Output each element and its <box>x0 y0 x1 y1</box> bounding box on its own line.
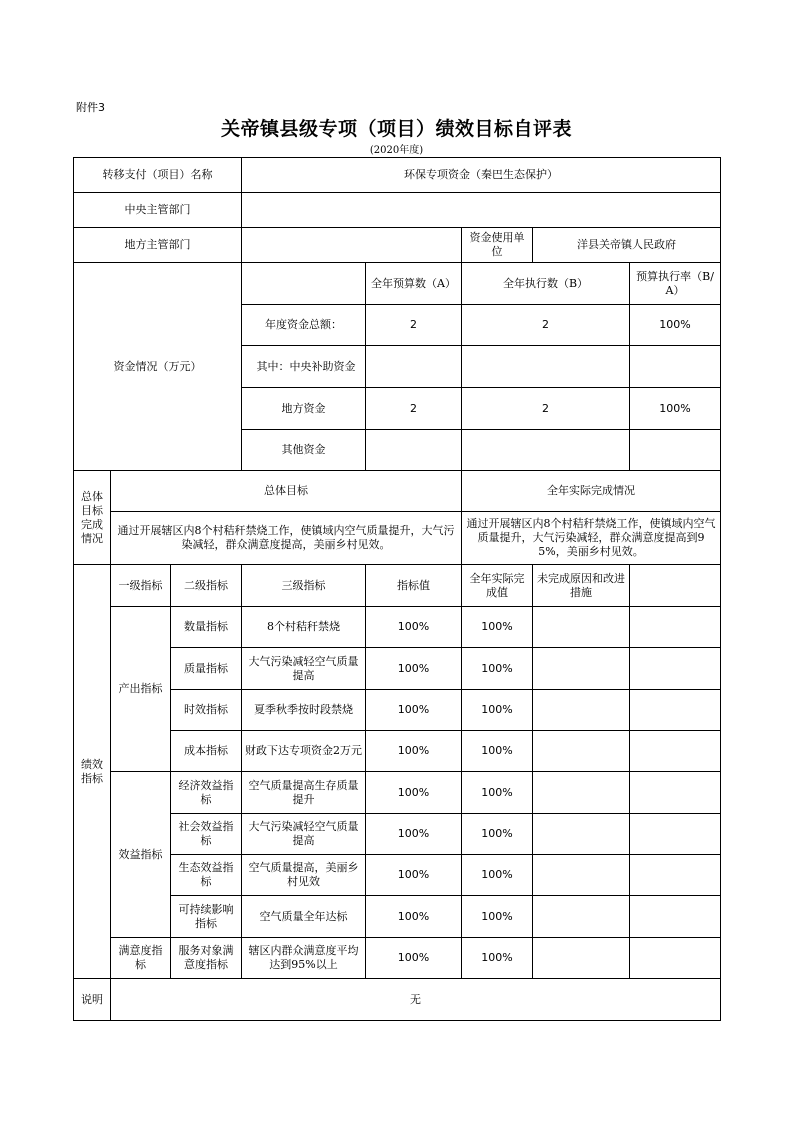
perf-extra <box>630 855 721 896</box>
perf-extra <box>630 648 721 690</box>
goals-actual-text: 通过开展辖区内8个村秸秆禁烧工作，使镇域内空气质量提升，大气污染减轻，群众满意度提高到95%，美丽乡村见效。 <box>462 512 721 565</box>
table-row <box>74 193 721 228</box>
notes-label: 说明 <box>74 979 111 1021</box>
funds-row-budget: 2 <box>366 388 462 430</box>
funds-row-budget: 2 <box>366 305 462 346</box>
table-row <box>74 772 721 814</box>
funds-row-budget <box>366 346 462 388</box>
perf-target: 100% <box>366 772 462 814</box>
perf-level3: 大气污染减轻空气质量提高 <box>242 814 366 855</box>
perf-group-satisfaction: 满意度指标 <box>111 938 171 979</box>
perf-level3: 大气污染减轻空气质量提高 <box>242 648 366 690</box>
perf-reason <box>533 896 630 938</box>
perf-col-actual: 全年实际完成值 <box>462 565 533 607</box>
perf-col-level1: 一级指标 <box>111 565 171 607</box>
table-row <box>74 690 721 731</box>
perf-level3: 8个村秸秆禁烧 <box>242 607 366 648</box>
local-dept-value <box>242 228 462 263</box>
perf-col-extra <box>630 565 721 607</box>
funds-row-rate: 100% <box>630 305 721 346</box>
perf-extra <box>630 938 721 979</box>
perf-reason <box>533 731 630 772</box>
funds-section-label: 资金情况（万元） <box>74 263 242 471</box>
funds-row-exec <box>462 430 630 471</box>
perf-level3: 财政下达专项资金2万元 <box>242 731 366 772</box>
perf-actual: 100% <box>462 648 533 690</box>
perf-actual: 100% <box>462 938 533 979</box>
perf-extra <box>630 896 721 938</box>
perf-level2: 经济效益指标 <box>171 772 242 814</box>
perf-extra <box>630 731 721 772</box>
perf-group-output: 产出指标 <box>111 607 171 772</box>
central-dept-value <box>242 193 721 228</box>
perf-target: 100% <box>366 690 462 731</box>
table-row <box>74 648 721 690</box>
perf-reason <box>533 855 630 896</box>
funds-row-label: 其他资金 <box>242 430 366 471</box>
perf-actual: 100% <box>462 814 533 855</box>
perf-col-level3: 三级指标 <box>242 565 366 607</box>
perf-level2: 生态效益指标 <box>171 855 242 896</box>
attachment-label: 附件3 <box>76 101 105 114</box>
funds-col-exec: 全年执行数（B） <box>462 263 630 305</box>
table-row <box>74 814 721 855</box>
performance-section-label: 绩效指标 <box>74 565 111 979</box>
perf-actual: 100% <box>462 772 533 814</box>
perf-actual: 100% <box>462 855 533 896</box>
funds-row-rate <box>630 430 721 471</box>
local-dept-label: 地方主管部门 <box>74 228 242 263</box>
year-label: (2020年度) <box>369 145 424 156</box>
perf-actual: 100% <box>462 607 533 648</box>
perf-level2: 社会效益指标 <box>171 814 242 855</box>
perf-level2: 数量指标 <box>171 607 242 648</box>
perf-extra <box>630 690 721 731</box>
perf-target: 100% <box>366 731 462 772</box>
perf-target: 100% <box>366 896 462 938</box>
perf-level3: 夏季秋季按时段禁烧 <box>242 690 366 731</box>
table-row <box>74 158 721 193</box>
perf-target: 100% <box>366 938 462 979</box>
perf-reason <box>533 772 630 814</box>
table-row <box>74 228 721 263</box>
perf-col-level2: 二级指标 <box>171 565 242 607</box>
perf-level2: 时效指标 <box>171 690 242 731</box>
perf-reason <box>533 690 630 731</box>
perf-level3: 辖区内群众满意度平均达到95%以上 <box>242 938 366 979</box>
perf-col-target: 指标值 <box>366 565 462 607</box>
notes-value: 无 <box>111 979 721 1021</box>
perf-target: 100% <box>366 648 462 690</box>
perf-col-reason: 未完成原因和改进措施 <box>533 565 630 607</box>
perf-extra <box>630 607 721 648</box>
funds-row-budget <box>366 430 462 471</box>
perf-target: 100% <box>366 855 462 896</box>
goals-overall-text: 通过开展辖区内8个村秸秆禁烧工作，使镇域内空气质量提升，大气污染减轻，群众满意度提高，美丽乡村见效。 <box>111 512 462 565</box>
goals-actual-label: 全年实际完成情况 <box>462 471 721 512</box>
perf-level2: 质量指标 <box>171 648 242 690</box>
perf-reason <box>533 938 630 979</box>
goals-overall-label: 总体目标 <box>111 471 462 512</box>
funds-row-label: 地方资金 <box>242 388 366 430</box>
page-title: 关帝镇县级专项（项目）绩效目标自评表 <box>220 118 572 140</box>
project-name-value: 环保专项资金（秦巴生态保护） <box>242 158 721 193</box>
perf-actual: 100% <box>462 731 533 772</box>
funds-row-label: 其中：中央补助资金 <box>242 346 366 388</box>
perf-reason <box>533 607 630 648</box>
perf-target: 100% <box>366 607 462 648</box>
table-row <box>74 512 721 565</box>
perf-reason <box>533 814 630 855</box>
funds-row-rate <box>630 346 721 388</box>
perf-actual: 100% <box>462 896 533 938</box>
table-row <box>74 263 721 305</box>
table-row <box>74 979 721 1021</box>
goals-section-label: 总体目标完成情况 <box>74 471 111 565</box>
funds-row-exec <box>462 346 630 388</box>
user-unit-label: 资金使用单位 <box>462 228 533 263</box>
funds-row-exec: 2 <box>462 305 630 346</box>
perf-level3: 空气质量提高，美丽乡村见效 <box>242 855 366 896</box>
central-dept-label: 中央主管部门 <box>74 193 242 228</box>
user-unit-value: 洋县关帝镇人民政府 <box>533 228 721 263</box>
project-name-label: 转移支付（项目）名称 <box>74 158 242 193</box>
funds-row-rate: 100% <box>630 388 721 430</box>
table-row <box>74 565 721 607</box>
funds-empty-header <box>242 263 366 305</box>
table-row <box>74 855 721 896</box>
table-row <box>74 607 721 648</box>
perf-level2: 成本指标 <box>171 731 242 772</box>
perf-level3: 空气质量全年达标 <box>242 896 366 938</box>
table-row <box>74 471 721 512</box>
perf-extra <box>630 814 721 855</box>
funds-col-budget: 全年预算数（A） <box>366 263 462 305</box>
perf-target: 100% <box>366 814 462 855</box>
perf-reason <box>533 648 630 690</box>
perf-level3: 空气质量提高生存质量提升 <box>242 772 366 814</box>
perf-level2: 服务对象满意度指标 <box>171 938 242 979</box>
funds-row-exec: 2 <box>462 388 630 430</box>
evaluation-table <box>73 157 721 1021</box>
table-row <box>74 731 721 772</box>
perf-group-benefit: 效益指标 <box>111 772 171 938</box>
funds-row-label: 年度资金总额： <box>242 305 366 346</box>
perf-level2: 可持续影响指标 <box>171 896 242 938</box>
table-row <box>74 896 721 938</box>
funds-col-rate: 预算执行率（B/A） <box>630 263 721 305</box>
table-row <box>74 938 721 979</box>
perf-actual: 100% <box>462 690 533 731</box>
perf-extra <box>630 772 721 814</box>
